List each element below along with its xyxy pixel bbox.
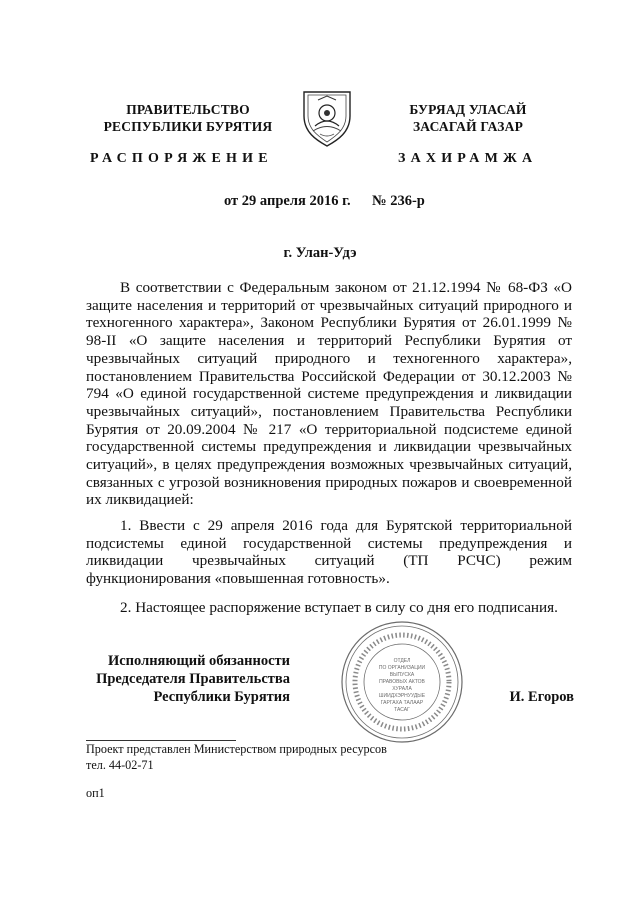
header-right-line2: ЗАСАГАЙ ГАЗАР <box>412 119 524 134</box>
footer-note-line2: тел. 44-02-71 <box>86 758 154 772</box>
stamp-line-6: ШИИДХЭРНУУДЫЕ <box>378 693 426 699</box>
doc-type-right: ЗАХИРАМЖА <box>398 151 538 166</box>
header-right <box>378 101 558 135</box>
header-left <box>98 101 278 135</box>
coat-of-arms-emblem <box>300 86 354 148</box>
document-number: № 236-р <box>372 193 425 209</box>
footer-note-line1: Проект представлен Министерством природных ресурсов <box>86 742 387 756</box>
stamp-line-8: ТАСАГ <box>394 707 410 713</box>
footer-code: оп1 <box>86 786 105 800</box>
header-left-line1: ПРАВИТЕЛЬСТВО <box>126 102 250 117</box>
stamp-line-2: ПО ОРГАНИЗАЦИИ <box>378 665 426 671</box>
header-left-line2: РЕСПУБЛИКИ БУРЯТИЯ <box>103 119 273 134</box>
signatory-name: И. Егоров <box>509 689 574 705</box>
preamble-paragraph <box>86 279 572 509</box>
stamp-line-4: ПРАВОВЫХ АКТОВ <box>379 679 425 685</box>
stamp-line-5: ХУРАЛА <box>392 686 412 692</box>
preamble-text: В соответствии с Федеральным законом от 21.12.1994 № 68-ФЗ «О защите населения и территорий от чрезвычайных ситуаций природного и техногенного характера», Законом Республики Бурятия от 26.01.1999 № 98-II «О защите населения и территорий Республики Бурятия от чрезвычайных ситуаций природного и техногенного характера», постановлением Правительства Российской Федерации от 30.12.2003 № 794 «О единой государственной системе предупреждения и ликвидации чрезвычайных ситуаций», постановлением Правительства Республики Бурятия от 20.09.2004 № 217 «О территориальной подсистеме единой государственной системы предупреждения и ликвидации чрезвычайных ситуаций», в целях предупреждения возможных чрезвычайных ситуаций, связанных с угрозой возникновения природных пожаров и своевременной их ликвидацией: <box>86 279 572 509</box>
signatory-position-line1: Исполняющий обязанности <box>107 653 290 669</box>
city: г. Улан-Удэ <box>283 245 357 261</box>
stamp-line-3: ВЫПУСКА <box>389 672 415 678</box>
doc-type-left: РАСПОРЯЖЕНИЕ <box>90 151 273 166</box>
signatory-position <box>80 652 290 706</box>
stamp-line-1: ОТДЕЛ <box>393 658 411 664</box>
footer-note <box>86 741 387 773</box>
signatory-position-line2: Председателя Правительства <box>96 671 290 687</box>
stamp-line-7: ГАРГАХА ТАЛААР <box>380 700 424 706</box>
item-1-paragraph <box>86 517 572 588</box>
document-date: от 29 апреля 2016 г. <box>224 193 351 209</box>
item-2-paragraph <box>86 599 572 617</box>
official-stamp <box>340 620 464 744</box>
item-2-text: 2. Настоящее распоряжение вступает в силу со дня его подписания. <box>120 599 558 616</box>
header-right-line1: БУРЯАД УЛАСАЙ <box>409 102 527 117</box>
item-1-text: 1. Ввести с 29 апреля 2016 года для Бурятской территориальной подсистемы единой государственной системы предупреждения и ликвидации чрезвычайных ситуаций (ТП РСЧС) режим функционирования «повышенная готовность». <box>86 517 572 588</box>
signatory-position-line3: Республики Бурятия <box>153 689 290 705</box>
